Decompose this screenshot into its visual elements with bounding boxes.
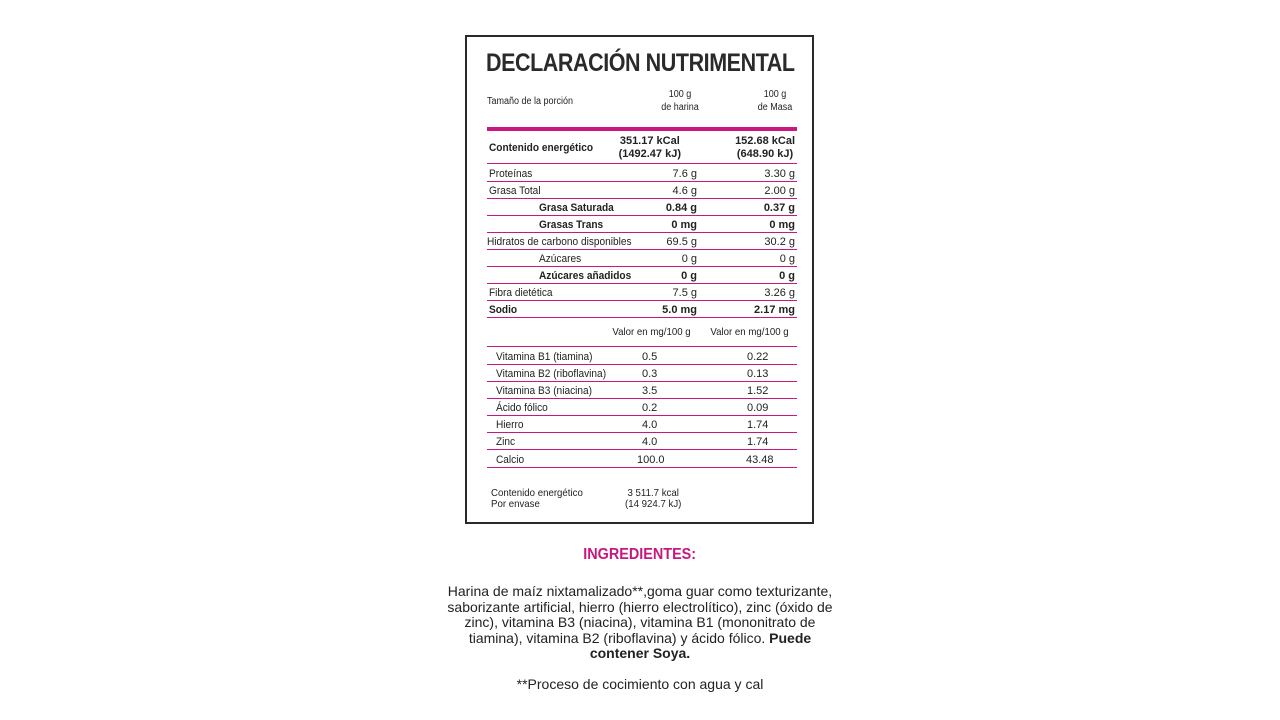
vitamin-value-harina: 3.5 xyxy=(642,385,658,397)
nutrient-value-masa: 3.26 g xyxy=(764,287,795,299)
portion-col-harina-line1: 100 g xyxy=(668,89,692,100)
vitamin-value-masa: 1.74 xyxy=(747,436,769,448)
vitamin-value-harina: 100.0 xyxy=(637,454,665,466)
nutrient-value-masa: 30.2 g xyxy=(764,236,795,248)
portion-col-harina-line2: de harina xyxy=(661,102,699,113)
nutrition-panel xyxy=(465,35,814,524)
nutrient-row-proteinas xyxy=(487,164,797,182)
nutrient-value-harina: 0 mg xyxy=(671,219,697,231)
nutrient-value-harina: 0 g xyxy=(681,270,697,282)
nutrient-value-harina: 4.6 g xyxy=(672,185,697,197)
ingredients-list: Harina de maíz nixtamalizado**,goma guar como texturizante, saborizante artificial, hierro (hierro electrolítico), zinc (óxido de zinc), vitamina B3 (niacina), vitamina B1 (mononitrato de tiamina), vitamina B2 (riboflavina) y ácido fólico. xyxy=(447,583,833,646)
package-energy-kj: (14 924.7 kJ) xyxy=(625,498,682,510)
portion-label: Tamaño de la porción xyxy=(487,96,574,107)
nutrient-label: Proteínas xyxy=(489,168,533,180)
ingredients-note: **Proceso de cocimiento con agua y cal xyxy=(516,676,764,692)
ingredients-title xyxy=(0,546,1280,564)
vitamin-row-b2 xyxy=(487,365,797,382)
nutrient-label: Sodio xyxy=(489,304,518,316)
package-energy-label-line1: Contenido energético xyxy=(491,487,583,499)
vitamin-label: Hierro xyxy=(496,419,524,431)
vitamin-label: Vitamina B3 (niacina) xyxy=(496,385,593,397)
vitamin-value-harina: 4.0 xyxy=(642,419,658,431)
nutrient-value-harina: 7.5 g xyxy=(672,287,697,299)
package-energy-label-line2: Por envase xyxy=(491,498,540,510)
portion-col-harina xyxy=(640,88,721,114)
vitamin-row-hierro xyxy=(487,416,797,433)
nutrient-row-grasa-saturada xyxy=(487,199,797,216)
nutrient-value-masa: 0 g xyxy=(779,270,795,282)
nutrient-value-harina: 7.6 g xyxy=(672,168,697,180)
energy-col-masa-kj: (648.90 kJ) xyxy=(736,148,794,160)
nutrient-label: Azúcares xyxy=(539,253,582,265)
nutrient-value-harina: 69.5 g xyxy=(666,236,697,248)
portion-col-masa-line2: de Masa xyxy=(757,102,793,113)
nutrient-label: Hidratos de carbono disponibles xyxy=(487,236,632,248)
ingredients-text xyxy=(440,584,840,662)
vitamin-label: Calcio xyxy=(496,454,525,466)
package-energy-kcal: 3 511.7 kcal xyxy=(627,487,679,499)
nutrient-value-masa: 3.30 g xyxy=(764,168,795,180)
nutrient-row-hidratos xyxy=(487,233,797,250)
vitamin-header-harina: Valor en mg/100 g xyxy=(612,326,691,338)
energy-col-harina-kj: (1492.47 kJ) xyxy=(618,148,681,160)
nutrient-row-azucares xyxy=(487,250,797,267)
portion-col-masa-line1: 100 g xyxy=(763,89,787,100)
vitamin-value-masa: 0.09 xyxy=(747,402,769,414)
energy-col-masa xyxy=(735,135,795,161)
vitamin-row-calcio xyxy=(487,450,797,468)
nutrient-value-harina: 0.84 g xyxy=(665,202,697,214)
panel-title: DECLARACIÓN NUTRIMENTAL xyxy=(486,49,795,77)
package-energy-value xyxy=(625,488,681,510)
vitamin-label: Zinc xyxy=(496,436,516,448)
energy-col-harina-kcal: 351.17 kCal xyxy=(619,135,680,147)
package-energy-label xyxy=(491,488,583,510)
vitamin-value-masa: 1.74 xyxy=(747,419,769,431)
nutrient-label: Grasa Total xyxy=(489,185,541,197)
nutrient-value-masa: 0 g xyxy=(779,253,795,265)
nutrient-value-harina: 0 g xyxy=(681,253,697,265)
vitamin-value-masa: 43.48 xyxy=(746,454,774,466)
nutrient-row-azucares-anadidos xyxy=(487,267,797,284)
nutrient-label: Grasa Saturada xyxy=(539,202,614,214)
vitamin-value-masa: 1.52 xyxy=(747,385,769,397)
nutrient-value-masa: 0.37 g xyxy=(763,202,795,214)
vitamin-label: Vitamina B1 (tiamina) xyxy=(496,351,593,363)
vitamin-row-b3 xyxy=(487,382,797,399)
vitamin-value-masa: 0.13 xyxy=(747,368,769,380)
nutrient-value-harina: 5.0 mg xyxy=(662,304,697,316)
nutrient-row-sodio xyxy=(487,301,797,318)
vitamin-value-harina: 0.5 xyxy=(642,351,658,363)
vitamin-value-masa: 0.22 xyxy=(747,351,769,363)
vitamin-value-harina: 4.0 xyxy=(642,436,658,448)
nutrient-label: Grasas Trans xyxy=(539,219,604,231)
portion-col-masa xyxy=(735,88,816,114)
ingredients-title-text: INGREDIENTES: xyxy=(583,546,697,563)
vitamin-row-zinc xyxy=(487,433,797,450)
vitamin-value-harina: 0.3 xyxy=(642,368,658,380)
energy-label: Contenido energético xyxy=(489,142,594,154)
nutrient-value-masa: 0 mg xyxy=(769,219,795,231)
nutrient-value-masa: 2.17 mg xyxy=(754,304,795,316)
vitamin-header-row xyxy=(487,318,797,347)
vitamin-value-harina: 0.2 xyxy=(642,402,658,414)
vitamin-row-b1 xyxy=(487,347,797,365)
vitamin-row-acido-folico xyxy=(487,399,797,416)
energy-col-harina xyxy=(619,135,681,161)
nutrient-value-masa: 2.00 g xyxy=(764,185,795,197)
nutrient-row-fibra xyxy=(487,284,797,301)
energy-col-masa-kcal: 152.68 kCal xyxy=(735,135,795,147)
nutrient-label: Azúcares añadidos xyxy=(539,270,632,282)
nutrient-row-grasa-total xyxy=(487,182,797,199)
nutrient-label: Fibra dietética xyxy=(489,287,553,299)
nutrient-row-grasas-trans xyxy=(487,216,797,233)
vitamin-label: Ácido fólico xyxy=(496,402,548,414)
energy-row xyxy=(487,131,797,164)
vitamin-label: Vitamina B2 (riboflavina) xyxy=(496,368,607,380)
vitamin-header-masa: Valor en mg/100 g xyxy=(710,326,789,338)
allergen-warning: Puede contener Soya. xyxy=(589,629,812,661)
